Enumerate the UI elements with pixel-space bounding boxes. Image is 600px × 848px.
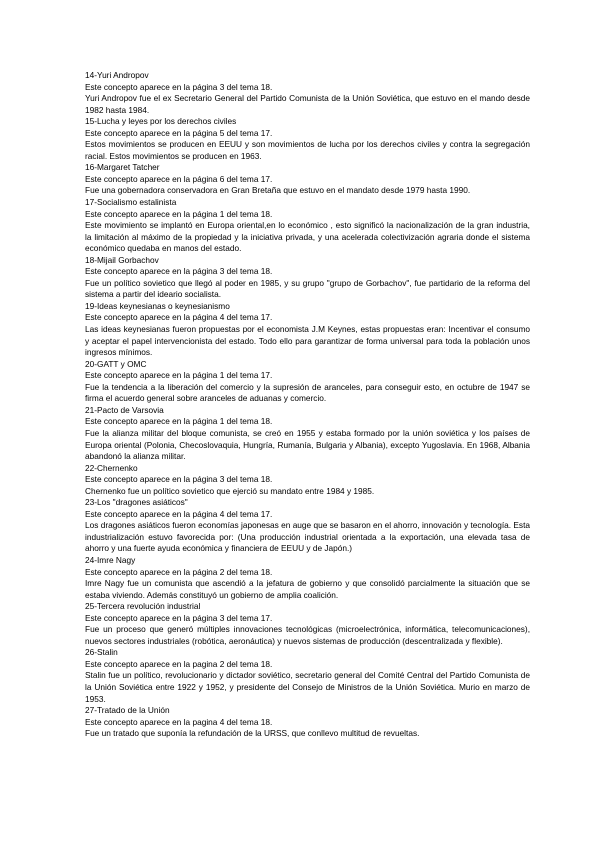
entry-reference: Este concepto aparece en la página 3 del tema 18. [85, 81, 273, 92]
entry-description: Este movimiento se implantó en Europa oriental,en lo económico , esto significó la nacionalización de la gran industria, la limitación al máximo de la propiedad y la iniciativa privada, y una acelerada colectivización agraria donde el sistema económico quedaba en manos del estado. [85, 220, 530, 254]
entry-description: Los dragones asiáticos fueron economías japonesas en auge que se basaron en el ahorro, innovación y tecnología. Esta industrialización estuvo favorecida por: (Una producción industrial orientada a la exportación, una elevada tasa de ahorro y una fuerte ayuda económica y financiera de EEUU y de Japón.) [85, 520, 530, 554]
glossary-entry [85, 405, 530, 463]
entry-description: Las ideas keynesianas fueron propuestas por el economista J.M Keynes, estas propuestas eran: Incentivar el consumo y aceptar el papel intervencionista del estado. Todo ello para garantizar de forma universal para toda la población unos ingresos mínimos. [85, 324, 530, 358]
entry-term: 19-Ideas keynesianas o keynesianismo [85, 300, 230, 311]
glossary-entry [85, 555, 530, 601]
entry-term: 26-Stalin [85, 647, 118, 658]
glossary-entry [85, 197, 530, 255]
glossary-entry [85, 70, 530, 116]
glossary-entry [85, 601, 530, 647]
entry-term: 23-Los "dragones asiáticos" [85, 497, 188, 508]
entry-description: Fue un proceso que generó múltiples innovaciones tecnológicas (microelectrónica, informática, telecomunicaciones), nuevos sectores industriales (robótica, aeronáutica) y nuevos sistemas de producción (descentralizada y flexible). [85, 624, 530, 646]
entry-description: Fue la tendencia a la liberación del comercio y la supresión de aranceles, para conseguir esto, en octubre de 1947 se firma el acuerdo general sobre aranceles de aduanas y comercio. [85, 381, 530, 404]
entry-term: 22-Chernenko [85, 462, 138, 473]
entry-term: 24-Imre Nagy [85, 554, 136, 565]
glossary-entry [85, 301, 530, 359]
glossary-entry [85, 359, 530, 405]
entry-description: Fue la alianza militar del bloque comunista, se creó en 1955 y estaba formado por la unión soviética y los países de Europa oriental (Polonia, Checoslovaquia, Hungría, Rumanía, Bulgaria y Albania), excepto Yugoslavia. En 1968, Albania abandonó la alianza militar. [85, 427, 530, 462]
entry-reference: Este concepto aparece en la página 1 del tema 18. [85, 416, 273, 427]
entry-term: 15-Lucha y leyes por los derechos civiles [85, 116, 237, 127]
entry-reference: Este concepto aparece en la página 3 del tema 17. [85, 612, 273, 623]
glossary-entry [85, 497, 530, 555]
entry-reference: Este concepto aparece en la página 1 del tema 18. [85, 208, 273, 219]
entry-reference: Este concepto aparece en la página 5 del tema 17. [85, 127, 273, 138]
entry-description: Fue un tratado que suponía la refundación de la URSS, que conllevo multitud de revueltas. [85, 728, 420, 739]
entry-term: 20-GATT y OMC [85, 358, 147, 369]
glossary-entry [85, 647, 530, 705]
entry-description: Fue un político sovietico que llegó al poder en 1985, y su grupo "grupo de Gorbachov", fue partidario de la reforma del sistema a partir del ideario socialista. [85, 277, 530, 300]
entry-term: 14-Yuri Andropov [85, 70, 149, 80]
entry-reference: Este concepto aparece en la página 3 del tema 18. [85, 266, 273, 277]
entry-term: 21-Pacto de Varsovia [85, 404, 164, 415]
entry-description: Estos movimientos se producen en EEUU y son movimientos de lucha por los derechos civiles y contra la segregación racial. Estos movimientos se producen en 1963. [85, 139, 530, 161]
entry-term: 18-Mijail Gorbachov [85, 254, 159, 265]
entry-reference: Este concepto aparece en la pagina 2 del tema 18. [85, 658, 273, 669]
entry-reference: Este concepto aparece en la pagina 4 del tema 18. [85, 716, 273, 727]
entry-reference: Este concepto aparece en la página 1 del tema 17. [85, 370, 273, 381]
entry-term: 16-Margaret Tatcher [85, 162, 160, 173]
entry-description: Fue una gobernadora conservadora en Gran Bretaña que estuvo en el mandato desde 1979 hasta 1990. [85, 185, 471, 196]
glossary-entry [85, 162, 530, 197]
glossary-entry [85, 116, 530, 162]
entry-description: Imre Nagy fue un comunista que ascendió a la jefatura de gobierno y que consolidó parcialmente la situación que se estaba viviendo. Además constituyó un gobierno de amplia coalición. [85, 578, 530, 600]
entry-reference: Este concepto aparece en la página 3 del tema 18. [85, 474, 273, 485]
entry-reference: Este concepto aparece en la página 4 del tema 17. [85, 312, 273, 323]
document-page [85, 70, 530, 740]
entry-description: Yuri Andropov fue el ex Secretario General del Partido Comunista de la Unión Soviética, que estuvo en el mando desde 1982 hasta 1984. [85, 93, 530, 115]
entry-term: 17-Socialismo estalinista [85, 197, 177, 208]
entry-description: Chernenko fue un político sovietico que ejerció su mandato entre 1984 y 1985. [85, 485, 375, 496]
entry-term: 25-Tercera revolución industrial [85, 601, 201, 612]
glossary-entry [85, 255, 530, 301]
glossary-entry [85, 705, 530, 740]
entry-term: 27-Tratado de la Unión [85, 705, 170, 716]
glossary-entry [85, 463, 530, 498]
entry-reference: Este concepto aparece en la página 2 del tema 18. [85, 566, 273, 577]
entry-description: Stalin fue un político, revolucionario y dictador soviético, secretario general del Comité Central del Partido Comunista de la Unión Soviética entre 1922 y 1952, y presidente del Consejo de Ministros de la Unión Soviética. Murio en marzo de 1953. [85, 670, 530, 704]
entry-reference: Este concepto aparece en la página 6 del tema 17. [85, 173, 273, 184]
entry-reference: Este concepto aparece en la página 4 del tema 17. [85, 508, 273, 519]
